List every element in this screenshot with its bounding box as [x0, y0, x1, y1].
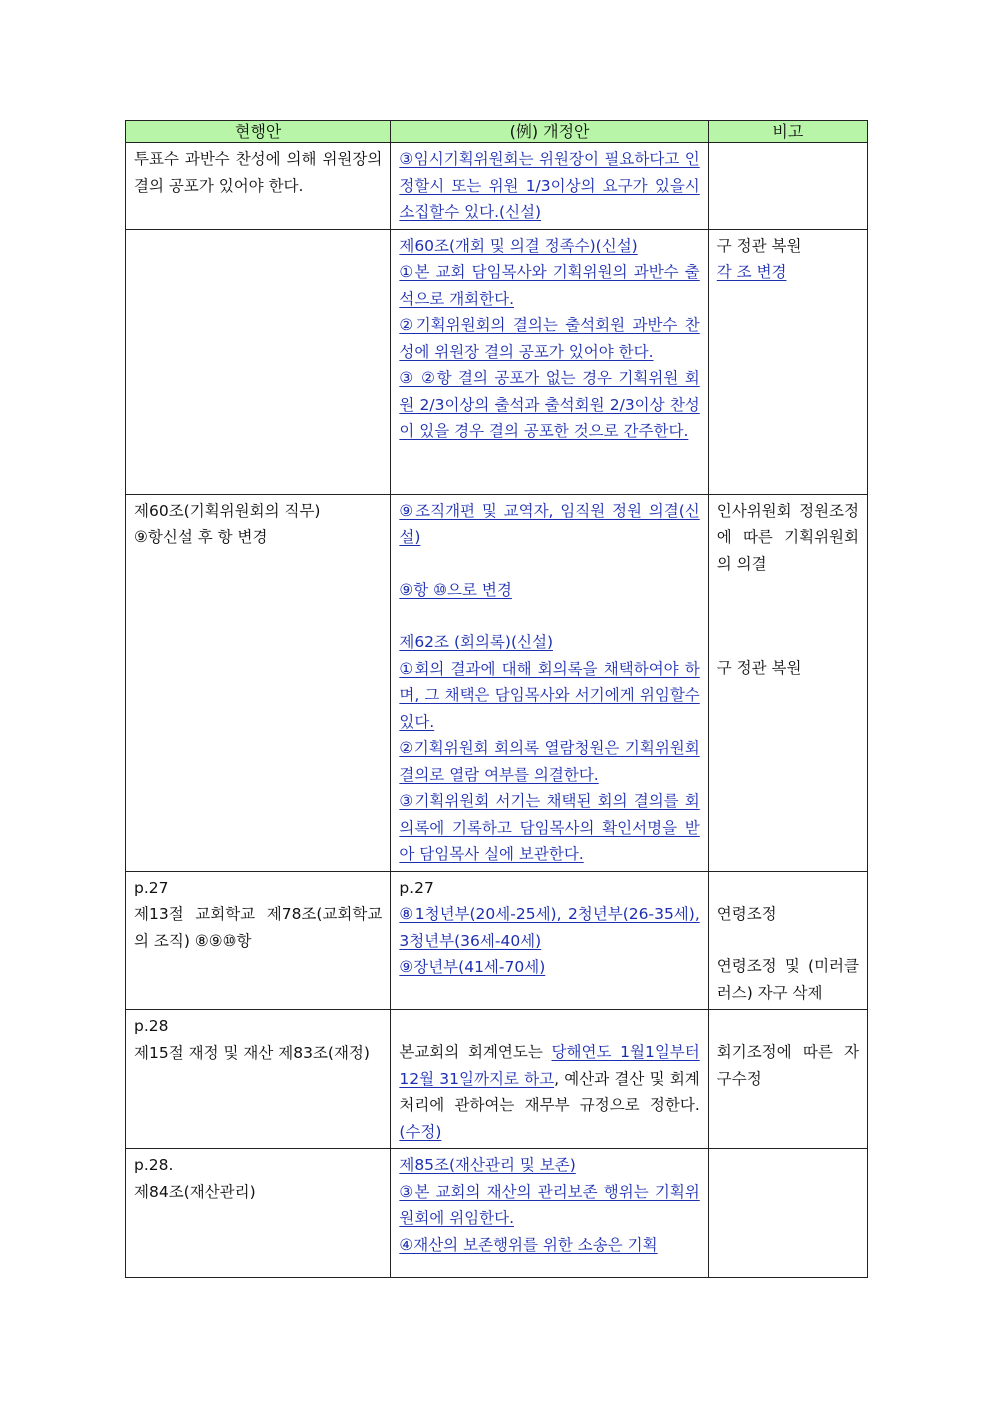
current-cell: [126, 494, 391, 871]
note-text: 연령조정: [716, 904, 777, 923]
clause-text: ⑨항 ⑩으로 변경: [399, 580, 512, 599]
clause-text: ③기획위원회 서기는 채택된 회의 결의를 회의록에 기록하고 담임목사의 확인서명을 받아 담임목사 실에 보관한다.: [399, 792, 700, 863]
article-title: 제84조(재산관리): [134, 1182, 256, 1201]
clause-text: ④재산의 보존행위를 위한 소송은 기획: [399, 1235, 658, 1254]
current-cell: [126, 143, 391, 230]
article-title: 제62조 (회의록)(신설): [399, 633, 553, 651]
note-cell: [708, 494, 867, 871]
table-row: [126, 229, 868, 494]
proposed-text: [399, 1039, 699, 1145]
table-row: [126, 1149, 868, 1278]
text-part: 본교회의 회계연도는: [399, 1043, 552, 1061]
note-text: 구 정관 복원: [716, 659, 802, 677]
page-ref: p.28: [134, 1017, 169, 1035]
current-text: 제15절 재정 및 재산 제83조(재정): [134, 1043, 370, 1062]
note-cell: [708, 229, 867, 494]
current-cell: [126, 1149, 391, 1278]
current-text: ⑨항신설 후 항 변경: [134, 528, 268, 546]
comparison-table: [125, 120, 868, 1278]
proposed-cell: [391, 1010, 708, 1149]
proposed-text: ③임시기획위원회는 위원장이 필요하다고 인정할시 또는 위원 1/3이상의 요구가 있을시 소집할수 있다.(신설): [399, 150, 700, 221]
note-text: 인사위원회 정원조정에 따른 기획위원회의 의결: [716, 501, 859, 573]
current-cell: [126, 871, 391, 1010]
clause-text: ②기획위원회 회의록 열람청원은 기획위원회 결의로 열람 여부를 의결한다.: [399, 739, 700, 784]
clause-text: ⑨장년부(41세-70세): [399, 958, 546, 976]
clause-text: ③본 교회의 재산의 관리보존 행위는 기획위원회에 위임한다.: [399, 1182, 700, 1227]
clause-text: ⑧1청년부(20세-25세), 2청년부(26-35세), 3청년부(36세-40세): [399, 905, 700, 950]
note-cell: [708, 1010, 867, 1149]
clause-text: ②기획위원회의 결의는 출석회원 과반수 찬성에 위원장 결의 공포가 있어야 한다.: [399, 316, 700, 361]
clause-text: ①회의 결과에 대해 회의록을 채택하여야 하며, 그 채택은 담임목사와 서기에게 위임할수 있다.: [399, 659, 700, 731]
proposed-cell: [391, 143, 708, 230]
note-cell: [708, 871, 867, 1010]
current-cell: [126, 229, 391, 494]
article-title: 제60조(개회 및 의결 정족수)(신설): [399, 236, 638, 255]
text-part-changed: 당해연도 1월1일부터 12월 31일까지로 하고: [399, 1043, 700, 1088]
proposed-cell: [391, 229, 708, 494]
table-row: [126, 143, 868, 230]
header-row: [126, 121, 868, 143]
text-part: , 예산과 결산 및 회계처리에 관하여는 재무부 규정으로 정한다.: [399, 1069, 700, 1114]
proposed-cell: [391, 494, 708, 871]
page-ref: p.27: [134, 878, 169, 897]
revision-tag: (수정): [399, 1122, 442, 1141]
note-cell: [708, 1149, 867, 1278]
note-text: 각 조 변경: [716, 263, 787, 281]
current-text: 제13절 교회학교 제78조(교회학교의 조직) ⑧⑨⑩항: [134, 905, 383, 950]
table-row: [126, 494, 868, 871]
proposed-cell: [391, 1149, 708, 1278]
proposed-cell: [391, 871, 708, 1010]
note-text: 구 정관 복원: [716, 236, 802, 255]
header-proposed: (例) 개정안: [391, 121, 708, 143]
clause-text: ①본 교회 담임목사와 기획위원의 과반수 출석으로 개회한다.: [399, 263, 700, 308]
header-current: 현행안: [126, 121, 391, 143]
article-title: 제60조(기획위원회의 직무): [134, 501, 321, 520]
note-text: 연령조정 및 (미러클러스) 자구 삭제: [716, 957, 859, 1002]
note-text: 회기조정에 따른 자구수정: [716, 1043, 859, 1088]
article-title: 제85조(재산관리 및 보존): [399, 1156, 576, 1174]
table-row: [126, 1010, 868, 1149]
page-ref: p.28.: [134, 1156, 174, 1174]
note-cell: [708, 143, 867, 230]
table-row: [126, 871, 868, 1010]
current-cell: [126, 1010, 391, 1149]
clause-text: ⑨조직개편 및 교역자, 임직원 정원 의결(신설): [399, 501, 700, 546]
header-note: 비고: [708, 121, 867, 143]
page-ref: p.27: [399, 878, 434, 897]
clause-text: ③ ②항 결의 공포가 없는 경우 기획위원 회원 2/3이상의 출석과 출석회원 2/3이상 찬성이 있을 경우 결의 공포한 것으로 간주한다.: [399, 369, 700, 440]
current-text: 투표수 과반수 찬성에 의해 위원장의 결의 공포가 있어야 한다.: [134, 150, 383, 195]
